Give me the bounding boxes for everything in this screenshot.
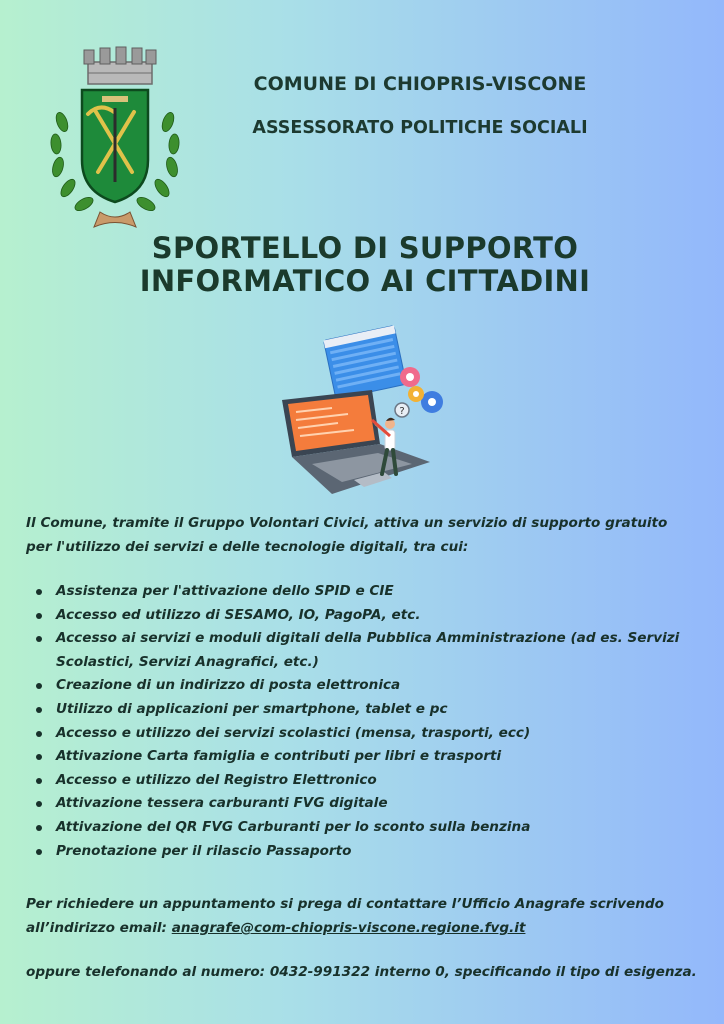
email-link[interactable]: anagrafe@com-chiopris-viscone.regione.fvg.it bbox=[171, 920, 526, 936]
services-list bbox=[26, 580, 706, 863]
list-item: Accesso ai servizi e moduli digitali della Pubblica Amministrazione (ad es. Servizi Scolastici, Servizi Anagrafici, etc.) bbox=[26, 627, 706, 674]
list-item: Accesso e utilizzo del Registro Elettronico bbox=[26, 769, 706, 793]
phone-text: oppure telefonando al numero: 0432-991322 interno 0, specificando il tipo di esigenza. bbox=[26, 964, 697, 980]
list-item: Assistenza per l'attivazione dello SPID e CIE bbox=[26, 580, 706, 604]
list-item: Creazione di un indirizzo di posta elettronica bbox=[26, 674, 706, 698]
svg-text:?: ? bbox=[399, 406, 405, 417]
page-title bbox=[90, 232, 640, 298]
title-line-1: SPORTELLO DI SUPPORTO bbox=[151, 231, 579, 265]
contact-line-1: Per richiedere un appuntamento si prega di contattare l’Ufficio Anagrafe scrivendo bbox=[26, 896, 664, 912]
laptop-support-illustration bbox=[272, 322, 452, 502]
department-name: ASSESSORATO POLITICHE SOCIALI bbox=[252, 118, 588, 138]
email-prefix: all’indirizzo email: bbox=[26, 920, 172, 936]
title-line-2: INFORMATICO AI CITTADINI bbox=[139, 264, 591, 298]
coat-of-arms-icon bbox=[40, 42, 190, 232]
list-item: Utilizzo di applicazioni per smartphone, tablet e pc bbox=[26, 698, 706, 722]
list-item: Attivazione tessera carburanti FVG digitale bbox=[26, 792, 706, 816]
list-item: Attivazione del QR FVG Carburanti per lo sconto sulla benzina bbox=[26, 816, 706, 840]
intro-line-1: Il Comune, tramite il Gruppo Volontari Civici, attiva un servizio di supporto gratuito bbox=[26, 515, 668, 531]
list-item: Attivazione Carta famiglia e contributi per libri e trasporti bbox=[26, 745, 706, 769]
intro-text bbox=[26, 511, 710, 559]
list-item: Accesso ed utilizzo di SESAMO, IO, PagoPA, etc. bbox=[26, 604, 706, 628]
list-item: Prenotazione per il rilascio Passaporto bbox=[26, 840, 706, 864]
contact-line-2 bbox=[26, 916, 710, 940]
municipality-name: COMUNE DI CHIOPRIS-VISCONE bbox=[253, 73, 587, 95]
list-item: Accesso e utilizzo dei servizi scolastici (mensa, trasporti, ecc) bbox=[26, 722, 706, 746]
contact-text bbox=[26, 892, 710, 940]
intro-line-2: per l'utilizzo dei servizi e delle tecnologie digitali, tra cui: bbox=[26, 539, 469, 555]
